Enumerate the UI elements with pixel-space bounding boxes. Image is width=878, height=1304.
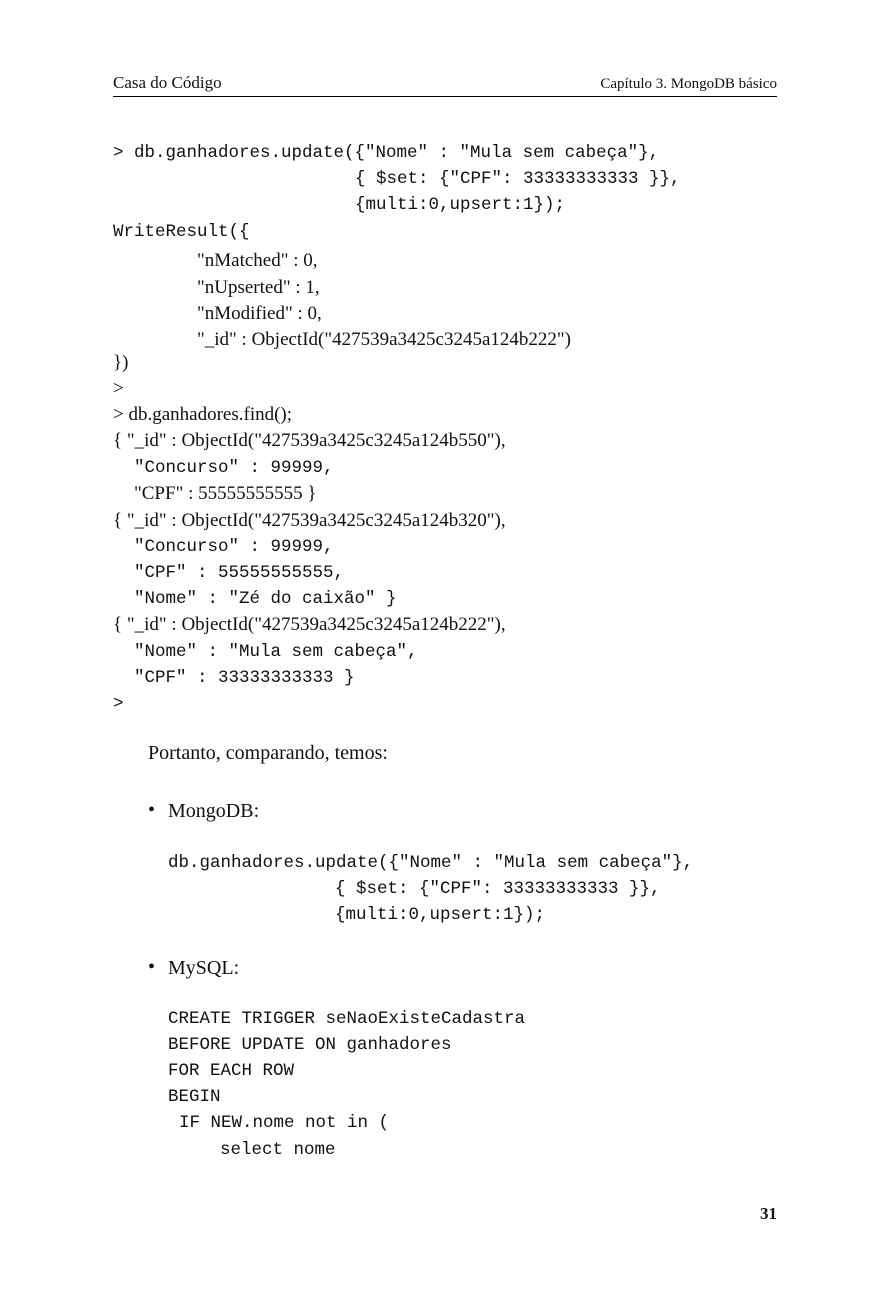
code-line: BEGIN [168, 1087, 221, 1107]
code-line: { $set: {"CPF": 33333333333 }}, [355, 169, 681, 189]
result-line: "nModified" : 0, [197, 303, 322, 324]
code-line: FOR EACH ROW [168, 1061, 295, 1081]
paragraph: Portanto, comparando, temos: [148, 742, 388, 764]
result-line: > db.ganhadores.find(); [113, 404, 293, 425]
code-line: > db.ganhadores.update({"Nome" : "Mula sem cabeça"}, [113, 143, 660, 163]
bullet-label-mysql: MySQL: [168, 957, 240, 979]
code-line: IF NEW.nome not in ( [179, 1113, 390, 1133]
find-line: "CPF" : 55555555555, [134, 563, 345, 583]
bullet-icon: • [148, 956, 156, 978]
result-line: "nUpserted" : 1, [197, 277, 320, 298]
result-line: "nMatched" : 0, [197, 250, 318, 271]
result-line: { "_id" : ObjectId("427539a3425c3245a124b550"), [113, 430, 506, 451]
find-line: "Nome" : "Zé do caixão" } [134, 589, 397, 609]
book-title: Casa do Código [113, 73, 222, 92]
code-line: select nome [220, 1140, 336, 1160]
chapter-title: Capítulo 3. MongoDB básico [600, 76, 777, 92]
find-line: "Concurso" : 99999, [134, 537, 334, 557]
code-line: {multi:0,upsert:1}); [355, 195, 566, 215]
find-line: "CPF" : 33333333333 } [134, 668, 355, 688]
code-line: {multi:0,upsert:1}); [335, 905, 546, 925]
bullet-label-mongodb: MongoDB: [168, 800, 260, 822]
code-line: CREATE TRIGGER seNaoExisteCadastra [168, 1009, 526, 1029]
code-line: BEFORE UPDATE ON ganhadores [168, 1035, 452, 1055]
find-line: "CPF" : 55555555555 } [134, 483, 317, 504]
code-line: { $set: {"CPF": 33333333333 }}, [335, 879, 661, 899]
result-line: }) [113, 352, 129, 373]
result-line: "_id" : ObjectId("427539a3425c3245a124b222") [197, 329, 572, 350]
find-line: "Nome" : "Mula sem cabeça", [134, 642, 418, 662]
find-line: > [113, 694, 124, 714]
find-line: { "_id" : ObjectId("427539a3425c3245a124b222"), [113, 614, 506, 635]
result-line: > [113, 378, 124, 399]
bullet-icon: • [148, 799, 156, 821]
find-line: "Concurso" : 99999, [134, 458, 334, 478]
code-line: db.ganhadores.update({"Nome" : "Mula sem cabeça"}, [168, 853, 694, 873]
running-header [113, 72, 777, 97]
page-number: 31 [760, 1204, 777, 1223]
code-line: WriteResult({ [113, 222, 250, 242]
find-line: { "_id" : ObjectId("427539a3425c3245a124b320"), [113, 510, 506, 531]
